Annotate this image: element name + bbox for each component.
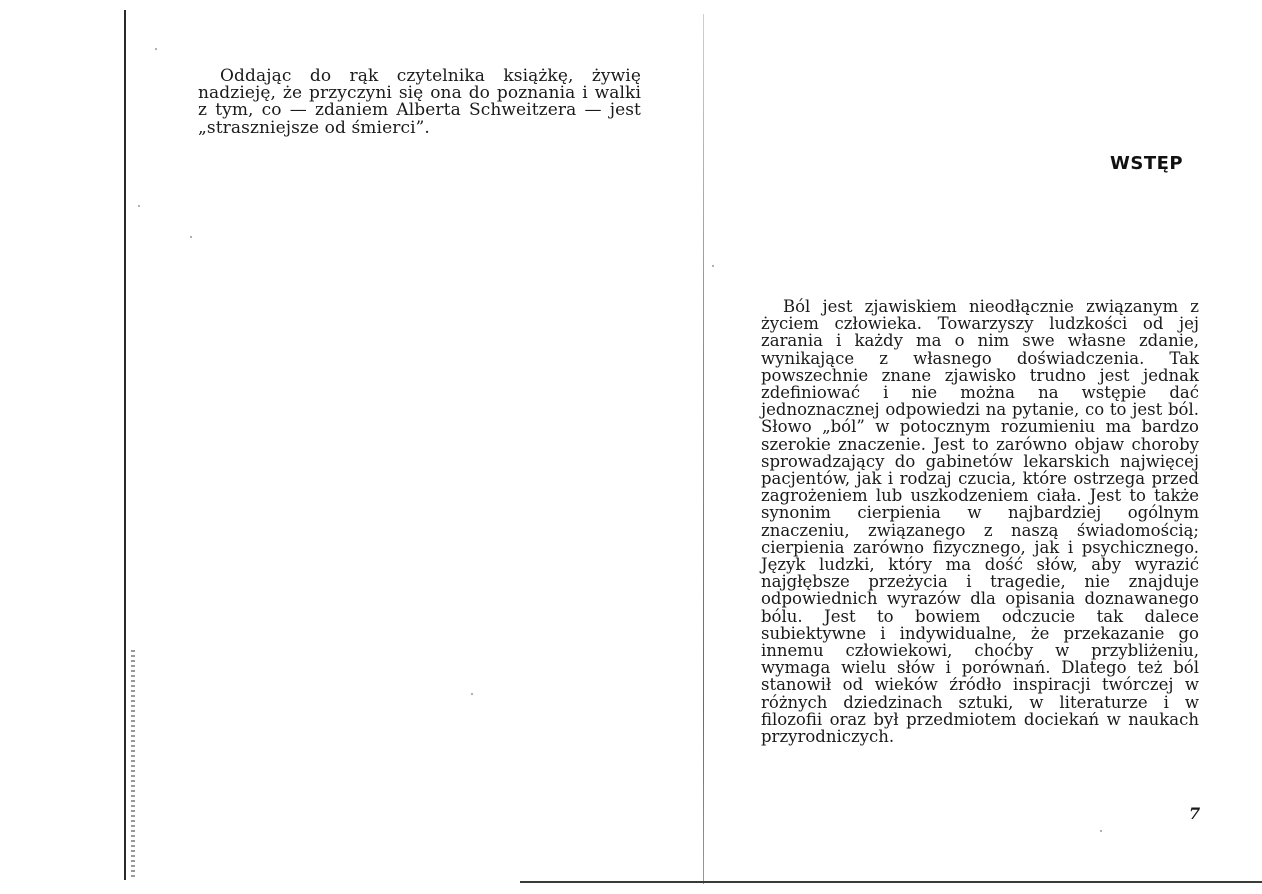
book-spine: [703, 14, 704, 884]
scan-speck: [471, 693, 473, 695]
right-page-text: [761, 298, 1199, 745]
scan-speck: [155, 48, 157, 50]
scan-speck: [138, 205, 140, 207]
right-page-paragraph: Ból jest zjawiskiem nieodłącznie związanym z życiem człowieka. Towarzyszy ludzkości od jej zarania i każdy ma o nim swe własne zdanie, wynikające z własnego doświadczenia. Tak powszechnie znane zjawisko trudno jest jednak zdefiniować i nie można na wstępie dać jednoznacznej odpowiedzi na pytanie, co to jest ból. Słowo „ból” w potocznym rozumieniu ma bardzo szerokie znaczenie. Jest to zarówno objaw choroby sprowadzający do gabinetów lekarskich najwięcej pacjentów, jak i rodzaj czucia, które ostrzega przed zagrożeniem lub uszkodzeniem ciała. Jest to także synonim cierpienia w najbardziej ogólnym znaczeniu, związanego z naszą świadomością; cierpienia zarówno fizycznego, jak i psychicznego. Język ludzki, który ma dość słów, aby wyrazić najgłębsze przeżycia i tragedie, nie znajduje odpowiednich wyrazów dla opisania doznawanego bólu. Jest to bowiem odczucie tak dalece subiektywne i indywidualne, że przekazanie go innemu człowiekowi, choćby w przybliżeniu, wymaga wielu słów i porównań. Dlatego też ból stanowił od wieków źródło inspiracji twórczej w różnych dziedzinach sztuki, w literaturze i w filozofii oraz był przedmiotem dociekań w naukach przyrodniczych.: [761, 297, 1199, 747]
left-page-paragraph: Oddając do rąk czytelnika książkę, żywię nadzieję, że przyczyni się ona do poznania i walki z tym, co — zdaniem Alberta Schweitzera — jest „straszniejsze od śmierci”.: [198, 66, 641, 138]
page-number: 7: [1189, 804, 1201, 823]
scan-speck: [190, 236, 192, 238]
scan-edge-left: [124, 10, 126, 880]
scan-edge-noise: [131, 650, 135, 880]
left-page-text: [198, 68, 641, 137]
scan-speck: [1100, 830, 1102, 832]
chapter-title: WSTĘP: [1110, 153, 1184, 174]
scan-speck: [712, 265, 714, 267]
scan-edge-bottom: [520, 881, 1262, 883]
